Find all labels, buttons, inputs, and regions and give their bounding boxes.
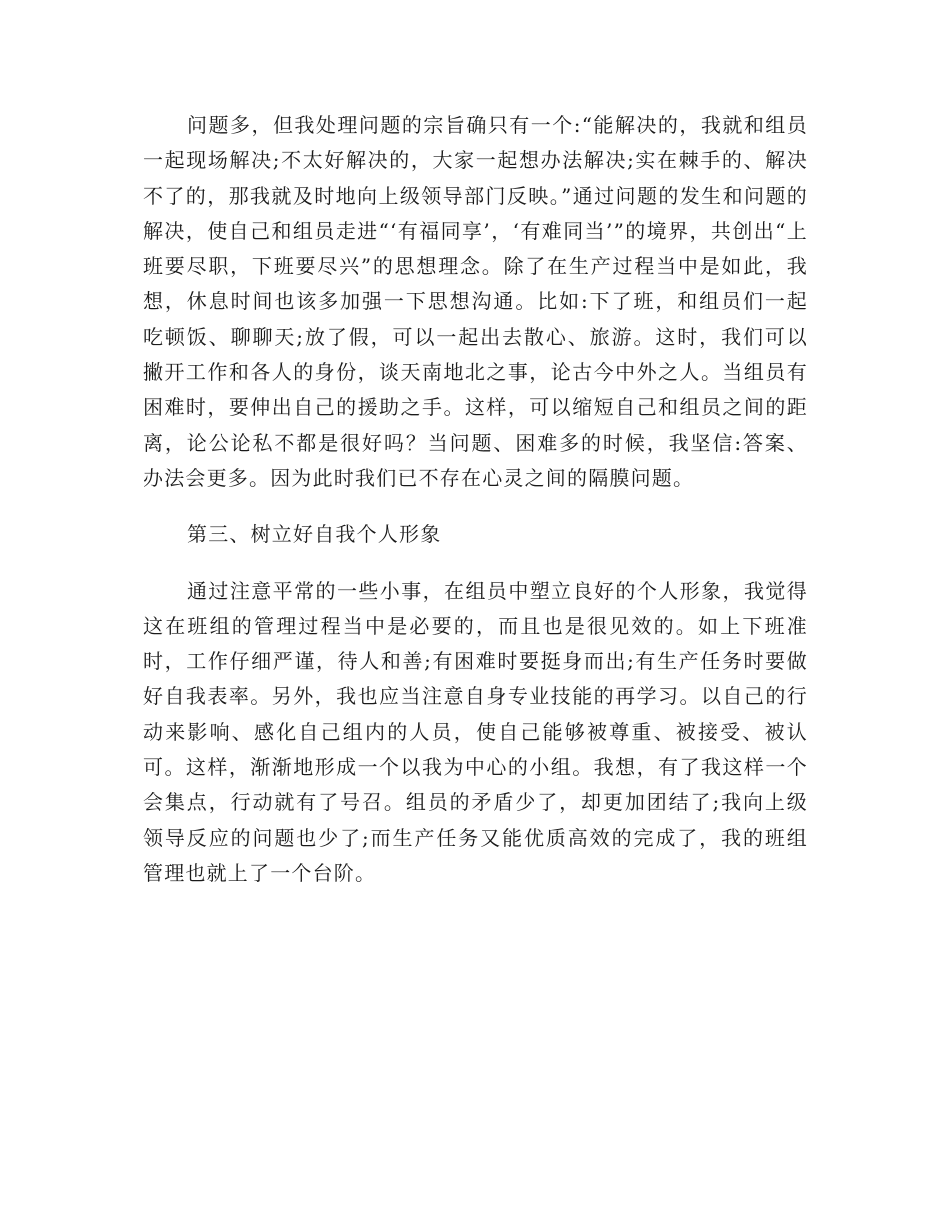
document-body <box>143 108 808 912</box>
section-heading-personal-image: 第三、树立好自我个人形象 <box>187 522 442 547</box>
paragraph-communication: 问题多，但我处理问题的宗旨确只有一个:“能解决的，我就和组员一起现场解决;不太好解决的，大家一起想办法解决;实在棘手的、解决不了的，那我就及时地向上级领导部门反映。”通过问题的发生和问题的解决，使自己和组员走进“‘有福同享’，‘有难同当’”的境界，共创出“上班要尽职，下班要尽兴”的思想理念。除了在生产过程当中是如此，我想，休息时间也该多加强一下思想沟通。比如:下了班，和组员们一起吃顿饭、聊聊天;放了假，可以一起出去散心、旅游。这时，我们可以撇开工作和各人的身份，谈天南地北之事，论古今中外之人。当组员有困难时，要伸出自己的援助之手。这样，可以缩短自己和组员之间的距离，论公论私不都是很好吗？当问题、困难多的时候，我坚信:答案、办法会更多。因为此时我们已不存在心灵之间的隔膜问题。 <box>143 113 808 490</box>
paragraph-personal-image: 通过注意平常的一些小事，在组员中塑立良好的个人形象，我觉得这在班组的管理过程当中是必要的，而且也是很见效的。如上下班准时，工作仔细严谨，待人和善;有困难时要挺身而出;有生产任务时要做好自我表率。另外，我也应当注意自身专业技能的再学习。以自己的行动来影响、感化自己组内的人员，使自己能够被尊重、被接受、被认可。这样，渐渐地形成一个以我为中心的小组。我想，有了我这样一个会集点，行动就有了号召。组员的矛盾少了，却更加团结了;我向上级领导反应的问题也少了;而生产任务又能优质高效的完成了，我的班组管理也就上了一个台阶。 <box>143 578 808 885</box>
